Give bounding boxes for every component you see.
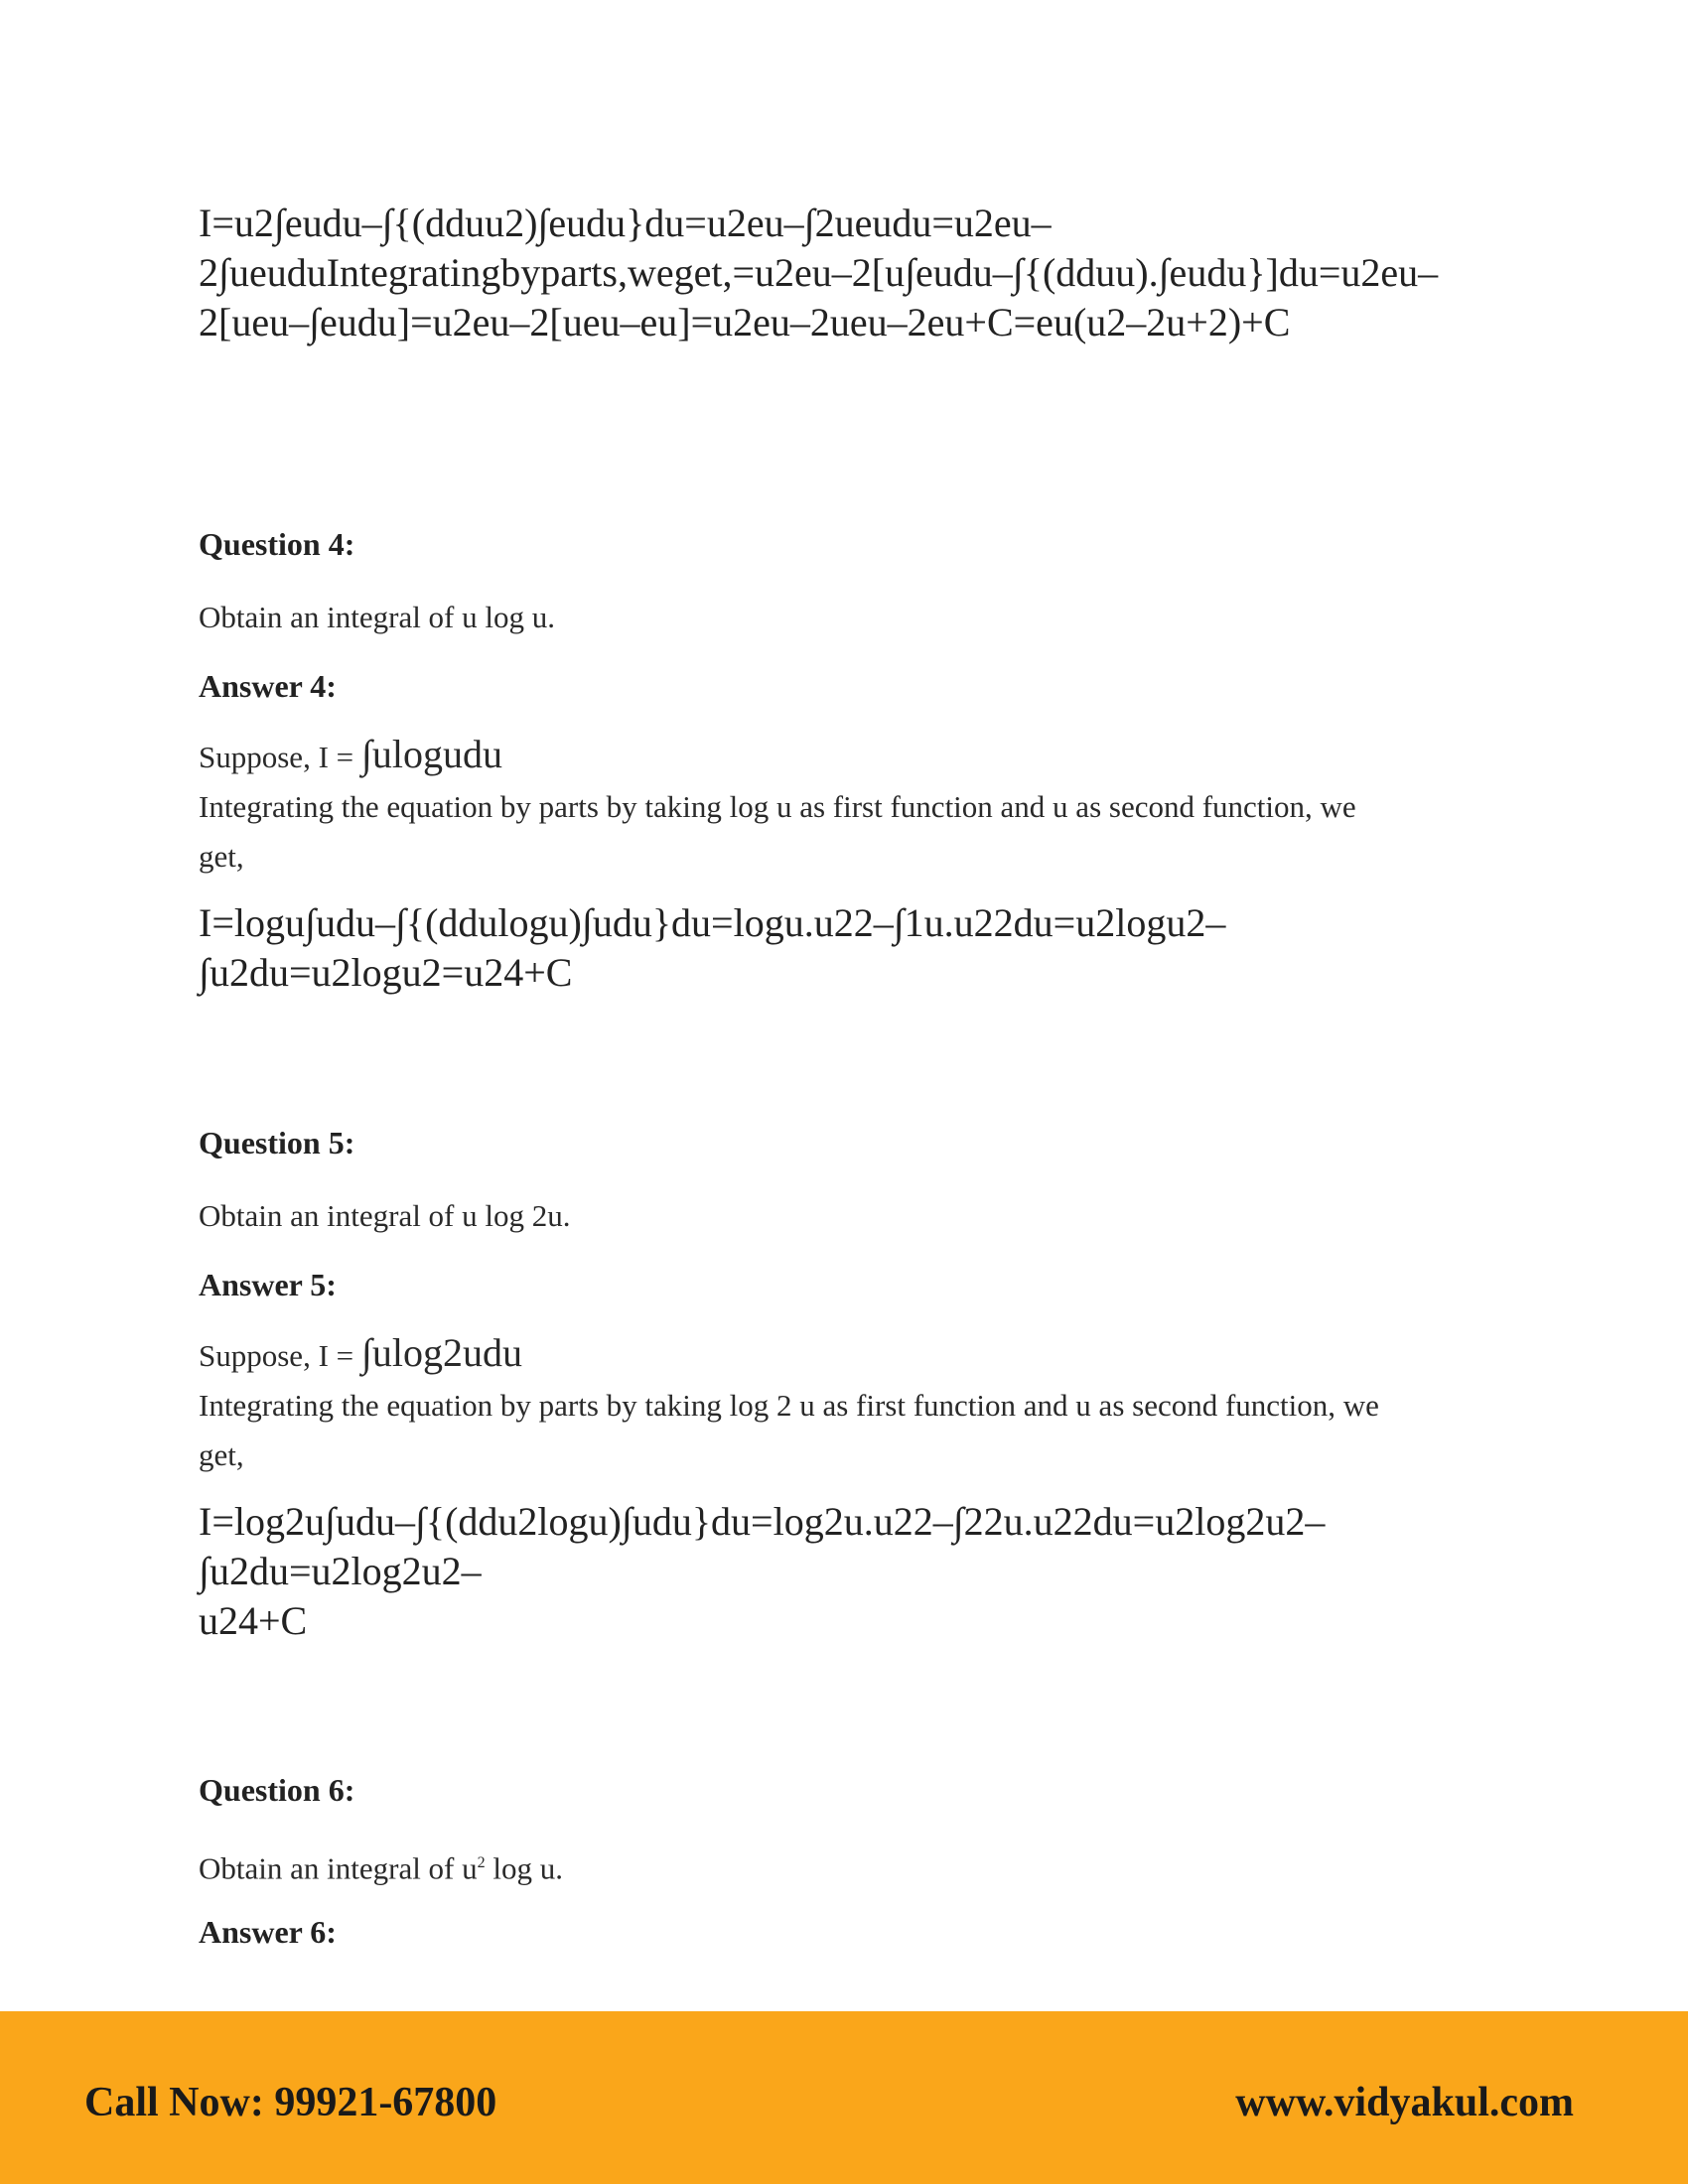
website-link[interactable]: www.vidyakul.com (1235, 2080, 1574, 2125)
answer-5-solution-line2: u24+C (199, 1598, 308, 1643)
answer-4-method-cont: get, (199, 839, 244, 874)
answer-4-suppose (199, 730, 502, 782)
question-6-heading: Question 6: (199, 1772, 355, 1808)
suppose-prefix: Suppose, I = (199, 1338, 361, 1373)
answer-5-method-cont: get, (199, 1437, 244, 1472)
q3-solution-line1: I=u2∫eudu–∫{(dduu2)∫eudu}du=u2eu–∫2ueudu=u2eu– (199, 201, 1052, 245)
answer-6-heading: Answer 6: (199, 1914, 337, 1950)
question-5-heading: Question 5: (199, 1125, 355, 1160)
answer-4-solution: I=logu∫udu–∫{(ddulogu)∫udu}du=logu.u22–∫1u.u22du=u2logu2–∫u2du=u2logu2=u24+C (199, 900, 1226, 995)
answer-4-method: Integrating the equation by parts by taking log u as first function and u as second function, we (199, 789, 1356, 824)
q3-solution (199, 199, 1489, 347)
suppose-math: ∫ulogudu (360, 732, 502, 776)
answer-5-solution-line1: I=log2u∫udu–∫{(ddu2logu)∫udu}du=log2u.u22–∫22u.u22du=u2log2u2–∫u2du=u2log2u2– (199, 1499, 1326, 1593)
question-6-suffix: log u. (485, 1850, 564, 1886)
question-6-prefix: Obtain an integral of u (199, 1850, 478, 1886)
q3-solution-line2: 2∫ueuduIntegratingbyparts,weget,=u2eu–2[u∫eudu–∫{(dduu).∫eudu}]du=u2eu– (199, 250, 1439, 295)
question-6-sup: 2 (477, 1854, 486, 1871)
answer-5-suppose (199, 1328, 522, 1381)
call-now-text[interactable]: Call Now: 99921-67800 (84, 2080, 497, 2125)
q3-solution-line3: 2[ueu–∫eudu]=u2eu–2[ueu–eu]=u2eu–2ueu–2eu+C=eu(u2–2u+2)+C (199, 300, 1291, 344)
suppose-prefix: Suppose, I = (199, 740, 361, 774)
answer-4-heading: Answer 4: (199, 668, 337, 704)
answer-5-heading: Answer 5: (199, 1267, 337, 1302)
answer-5-solution (199, 1497, 1489, 1646)
question-6-text (199, 1839, 563, 1893)
footer-banner (0, 2011, 1688, 2184)
answer-5-method: Integrating the equation by parts by taking log 2 u as first function and u as second function, we (199, 1388, 1379, 1423)
question-5-text: Obtain an integral of u log 2u. (199, 1198, 571, 1233)
suppose-math: ∫ulog2udu (360, 1330, 522, 1375)
question-4-heading: Question 4: (199, 526, 355, 562)
question-4-text: Obtain an integral of u log u. (199, 600, 555, 634)
